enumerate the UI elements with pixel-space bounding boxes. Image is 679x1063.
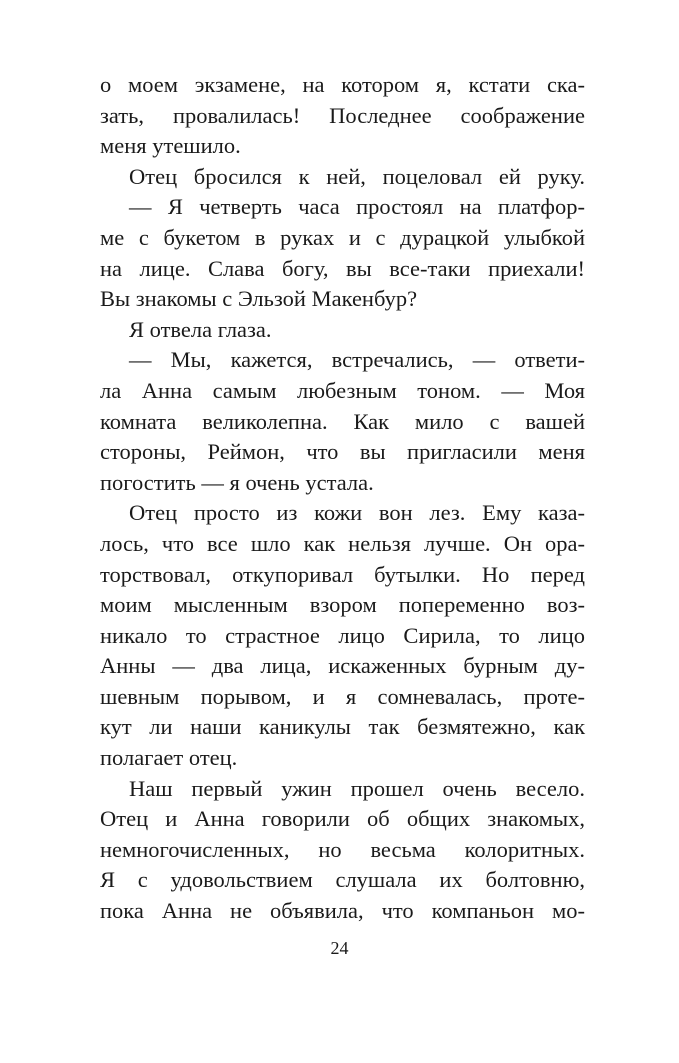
text-line: на лице. Слава богу, вы все-таки приехали! (100, 255, 585, 281)
text-line: пока Анна не объявила, что компаньон мо- (100, 898, 585, 924)
text-line: кут ли наши каникулы так безмятежно, как (100, 714, 585, 740)
text-line: Вы знакомы с Эльзой Макенбур? (100, 286, 418, 312)
text-line: шевным порывом, и я сомневалась, проте- (100, 683, 585, 709)
text-line: комната великолепна. Как мило с вашей (100, 408, 585, 434)
text-line: погостить — я очень устала. (100, 469, 374, 495)
text-line: никало то страстное лицо Сирила, то лицо (100, 622, 585, 648)
text-line: Я с удовольствием слушала их болтовню, (100, 867, 585, 893)
text-line: Отец и Анна говорили об общих знакомых, (100, 806, 585, 832)
text-line: стороны, Реймон, что вы пригласили меня (100, 439, 585, 465)
text-line: Я отвела глаза. (129, 316, 272, 342)
text-line: ме с букетом в руках и с дурацкой улыбкой (100, 224, 585, 250)
text-line: Отец бросился к ней, поцеловал ей руку. (129, 163, 585, 189)
body-text (100, 70, 585, 927)
text-line: полагает отец. (100, 745, 238, 771)
text-line: зать, провалилась! Последнее соображение (100, 102, 585, 128)
text-line: Наш первый ужин прошел очень весело. (129, 775, 585, 801)
text-line: — Мы, кажется, встречались, — ответи- (129, 347, 585, 373)
text-line: торствовал, откупоривал бутылки. Но перед (100, 561, 585, 587)
text-line: лось, что все шло как нельзя лучше. Он ора- (100, 530, 585, 556)
text-line: моим мысленным взором попеременно воз- (100, 592, 585, 618)
text-line: Анны — два лица, искаженных бурным ду- (100, 653, 585, 679)
text-line: ла Анна самым любезным тоном. — Моя (100, 377, 585, 403)
text-line: меня утешило. (100, 133, 241, 159)
text-line: Отец просто из кожи вон лез. Ему каза- (129, 500, 585, 526)
text-line: — Я четверть часа простоял на платфор- (129, 194, 585, 220)
text-line: о моем экзамене, на котором я, кстати ска- (100, 72, 585, 97)
page-number: 24 (330, 938, 349, 958)
text-line: немногочисленных, но весьма колоритных. (100, 836, 585, 862)
